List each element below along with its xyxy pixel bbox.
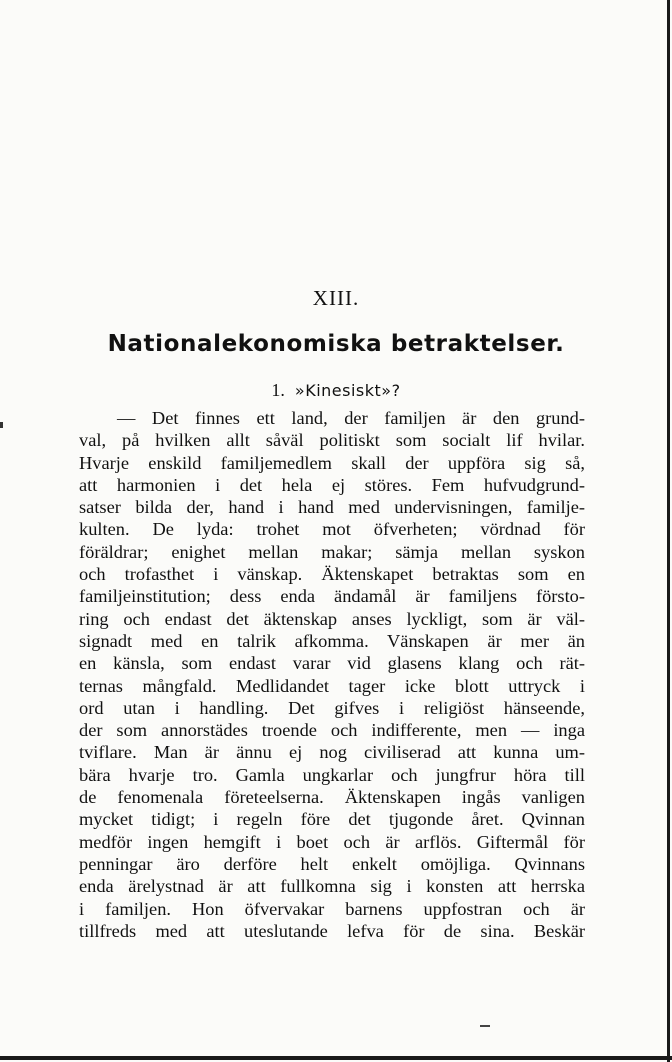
text-line: kulten. De lyda: trohet mot öfverheten; vördnad för	[79, 519, 585, 540]
text-line: i familjen. Hon öfvervakar barnens uppfostran och är	[79, 898, 585, 919]
text-line: bära hvarje tro. Gamla ungkarlar och jungfrur höra till	[79, 764, 585, 785]
text-line: val, på hvilken allt såväl politiskt som socialt lif hvilar.	[79, 430, 585, 451]
text-line: der som annorstädes troende och indifferente, men — inga	[79, 720, 585, 741]
scan-edge-bottom	[0, 1056, 672, 1060]
text-line: de fenomenala företeelserna. Äktenskapen ingås vanligen	[79, 787, 585, 808]
scan-edge-mark	[0, 422, 3, 428]
text-line: tviflare. Man är ännu ej nog civiliserad att kunna um-	[79, 742, 585, 763]
text-line: signadt med en talrik afkomma. Vänskapen är mer än	[79, 630, 585, 651]
page-footer-mark	[480, 1025, 490, 1027]
body-text	[79, 407, 585, 942]
text-line: en känsla, som endast varar vid glasens klang och rät-	[79, 653, 585, 674]
section-number: 1.	[271, 380, 285, 400]
text-line: enda ärelystnad är att fullkomna sig i konsten att herrska	[79, 876, 585, 897]
text-line: att harmonien i det hela ej störes. Fem hufvudgrund-	[79, 474, 585, 495]
section-title: »Kinesiskt»?	[294, 381, 401, 400]
text-line: och trofasthet i vänskap. Äktenskapet betraktas som en	[79, 564, 585, 585]
text-line: ord utan i handling. Det gifves i religiöst hänseende,	[79, 697, 585, 718]
chapter-number: XIII.	[312, 286, 360, 310]
text-line: Hvarje enskild familjemedlem skall der uppföra sig så,	[79, 452, 585, 473]
text-line: ternas mångfald. Medlidandet tager icke blott uttryck i	[79, 675, 585, 696]
section-heading	[0, 380, 672, 401]
text-line: medför ingen hemgift i boet och är arflös. Giftermål för	[79, 831, 585, 852]
text-line: ring och endast det äktenskap anses lyckligt, som är väl-	[79, 608, 585, 629]
text-line: föräldrar; enighet mellan makar; sämja mellan syskon	[79, 541, 585, 562]
text-line: tillfreds med att uteslutande lefva för de sina. Beskär	[79, 920, 585, 941]
text-line: mycket tidigt; i regeln före det tjugonde året. Qvinnan	[79, 809, 585, 830]
text-line: penningar äro derföre helt enkelt omöjliga. Qvinnans	[79, 853, 585, 874]
text-line: familjeinstitution; dess enda ändamål är familjens förstо-	[79, 586, 585, 607]
text-line: — Det finnes ett land, der familjen är den grund-	[117, 408, 585, 428]
text-line: satser bilda der, hand i hand med undervisningen, familje-	[79, 497, 585, 518]
scan-edge-right	[667, 0, 670, 1062]
chapter-title: Nationalekonomiska betraktelser.	[107, 331, 565, 357]
